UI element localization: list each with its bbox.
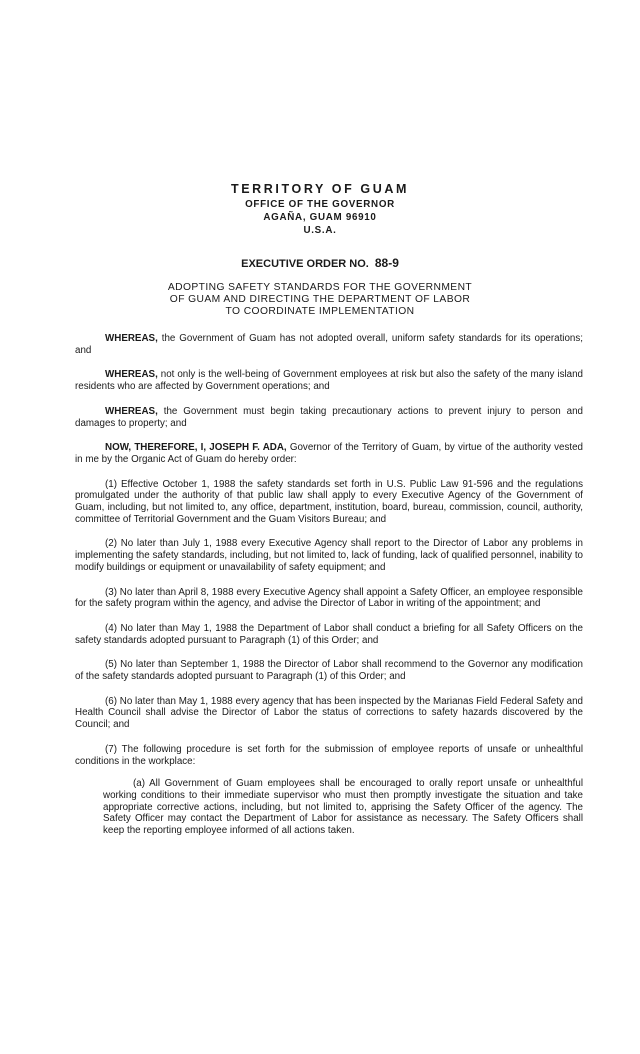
provision-paragraph: (7) The following procedure is set forth for the submission of employee reports of unsafe or unhealthful conditions in the workplace:: [75, 743, 583, 767]
country-heading: U.S.A.: [303, 225, 337, 236]
whereas-paragraph: [75, 406, 583, 429]
order-number: 88-9: [374, 256, 399, 270]
whereas-paragraph: [75, 369, 583, 392]
executive-order-title: [0, 256, 640, 271]
provision-paragraph: (4) No later than May 1, 1988 the Department of Labor shall conduct a briefing for all Safety Officers on the safety standards adopted pursuant to Paragraph (1) of this Order; and: [75, 622, 583, 646]
territory-heading: TERRITORY OF GUAM: [230, 182, 409, 196]
city-heading: AGAÑA, GUAM 96910: [263, 212, 377, 223]
now-therefore-lead: NOW, THEREFORE, I, JOSEPH F. ADA,: [105, 442, 287, 454]
whereas-text: not only is the well-being of Government employees at risk but also the safety of the many island residents who are affected by Government operations; and: [75, 369, 583, 393]
whereas-text: the Government of Guam has not adopted overall, uniform safety standards for its operations; and: [75, 333, 583, 356]
order-subject: [0, 282, 640, 318]
provision-paragraph: (6) No later than May 1, 1988 every agency that has been inspected by the Marianas Field Federal Safety and Health Council shall advise the Director of Labor the status of corrections to safety hazards discovered by the Council; and: [75, 695, 583, 731]
whereas-lead: WHEREAS,: [105, 333, 158, 344]
whereas-lead: WHEREAS,: [105, 405, 158, 417]
subject-line: ADOPTING SAFETY STANDARDS FOR THE GOVERNMENT: [167, 282, 473, 293]
order-body: [75, 333, 583, 837]
provision-paragraph: (3) No later than April 8, 1988 every Executive Agency shall appoint a Safety Officer, an employee responsible for the safety program within the agency, and advise the Director of Labor in writing of the appointment; and: [75, 586, 583, 610]
subprovision-paragraph: (a) All Government of Guam employees shall be encouraged to orally report unsafe or unhealthful working conditions to their immediate supervisor who must then promptly investigate the situation and take appropriate corrective actions, including, but not limited to, apprising the Safety Officer of the agency. The Safety Officer may contact the Department of Labor for assistance as necessary. The Safety Officers shall keep the reporting employee informed of all actions taken.: [103, 778, 583, 837]
provision-paragraph: (5) No later than September 1, 1988 the Director of Labor shall recommend to the Governor any modification of the safety standards adopted pursuant to Paragraph (1) of this Order; and: [75, 659, 583, 683]
whereas-lead: WHEREAS,: [105, 369, 158, 381]
now-therefore-paragraph: [75, 442, 583, 465]
provision-paragraph: (1) Effective October 1, 1988 the safety standards set forth in U.S. Public Law 91-596 and the regulations promulgated under the authority of that public law shall apply to every Executive Agency of the Government of Guam, including, but not limited to, any office, department, institution, board, bureau, commission, council, authority, committee of Territorial Government and the Guam Visitors Bureau; and: [75, 478, 583, 525]
order-label: EXECUTIVE ORDER NO.: [241, 258, 369, 270]
provision-paragraph: (2) No later than July 1, 1988 every Executive Agency shall report to the Director of Labor any problems in implementing the safety standards, including, but not limited to, lack of funding, lack of qualified personnel, inability to modify buildings or equipment or unavailability of safety equipment; and: [75, 538, 583, 573]
office-heading: OFFICE OF THE GOVERNOR: [245, 199, 395, 210]
now-therefore-text: Governor of the Territory of Guam, by virtue of the authority vested in me by the Organic Act of Guam do hereby order:: [75, 442, 583, 465]
subject-line: OF GUAM AND DIRECTING THE DEPARTMENT OF LABOR: [169, 294, 471, 305]
whereas-paragraph: [75, 333, 583, 356]
whereas-text: the Government must begin taking precautionary actions to prevent injury to person and damages to property; and: [75, 405, 583, 429]
letterhead: [0, 180, 640, 237]
subject-line: TO COORDINATE IMPLEMENTATION: [225, 306, 415, 317]
